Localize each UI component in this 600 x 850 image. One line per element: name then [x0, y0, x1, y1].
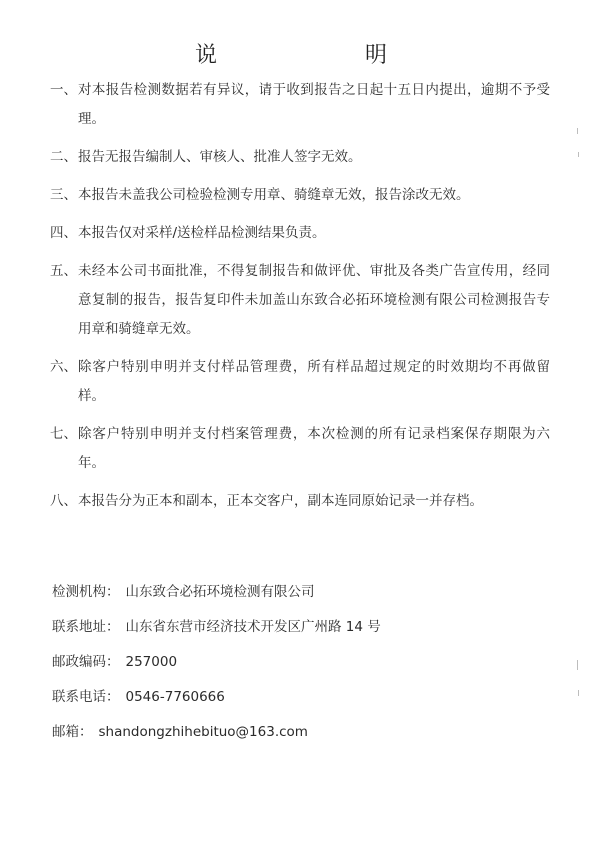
note-item: [50, 257, 550, 344]
phone-value: 0546-7760666: [125, 689, 225, 705]
note-item: [50, 181, 550, 210]
scan-mark: [578, 152, 579, 157]
contact-block: [52, 580, 552, 755]
contact-phone-row: [52, 685, 552, 720]
scan-mark: [577, 660, 578, 670]
note-number: 二、: [50, 149, 77, 165]
note-text: 对本报告检测数据若有异议，请于收到报告之日起十五日内提出，逾期不予受理。: [78, 82, 550, 127]
postcode-label: 邮政编码：: [52, 654, 120, 670]
note-number: 七、: [50, 426, 77, 442]
note-text: 本报告仅对采样/送检样品检测结果负责。: [78, 225, 326, 241]
note-number: 八、: [50, 493, 77, 509]
contact-org-row: [52, 580, 552, 615]
address-value: 山东省东营市经济技术开发区广州路 14 号: [125, 619, 381, 635]
title-char-1: 说: [195, 43, 218, 68]
note-item: [50, 420, 550, 478]
contact-postcode-row: [52, 650, 552, 685]
note-text: 本报告分为正本和副本，正本交客户，副本连同原始记录一并存档。: [78, 493, 483, 509]
note-item: [50, 487, 550, 516]
scan-mark: [578, 690, 579, 696]
org-label: 检测机构：: [52, 584, 120, 600]
note-text: 除客户特别申明并支付档案管理费，本次检测的所有记录档案保存期限为六年。: [78, 426, 550, 471]
note-number: 三、: [50, 187, 77, 203]
notes-list: [50, 76, 550, 525]
note-item: [50, 219, 550, 248]
postcode-value: 257000: [125, 654, 178, 670]
note-text: 报告无报告编制人、审核人、批准人签字无效。: [78, 149, 362, 165]
email-value: shandongzhihebituo@163.com: [98, 724, 308, 740]
note-item: [50, 76, 550, 134]
note-number: 五、: [50, 263, 77, 279]
scan-mark: [577, 128, 578, 134]
note-number: 一、: [50, 82, 77, 98]
note-text: 本报告未盖我公司检验检测专用章、骑缝章无效，报告涂改无效。: [78, 187, 470, 203]
note-text: 除客户特别申明并支付样品管理费，所有样品超过规定的时效期均不再做留样。: [78, 359, 550, 404]
contact-email-row: [52, 720, 552, 755]
phone-label: 联系电话：: [52, 689, 120, 705]
email-label: 邮箱：: [52, 724, 93, 740]
org-value: 山东致合必拓环境检测有限公司: [125, 584, 315, 600]
note-item: [50, 353, 550, 411]
note-item: [50, 143, 550, 172]
note-number: 六、: [50, 359, 77, 375]
contact-address-row: [52, 615, 552, 650]
address-label: 联系地址：: [52, 619, 120, 635]
note-number: 四、: [50, 225, 77, 241]
title-char-2: 明: [365, 43, 388, 68]
note-text: 未经本公司书面批准，不得复制报告和做评优、审批及各类广告宣传用，经同意复制的报告，报告复印件未加盖山东致合必拓环境检测有限公司检测报告专用章和骑缝章无效。: [78, 263, 550, 337]
